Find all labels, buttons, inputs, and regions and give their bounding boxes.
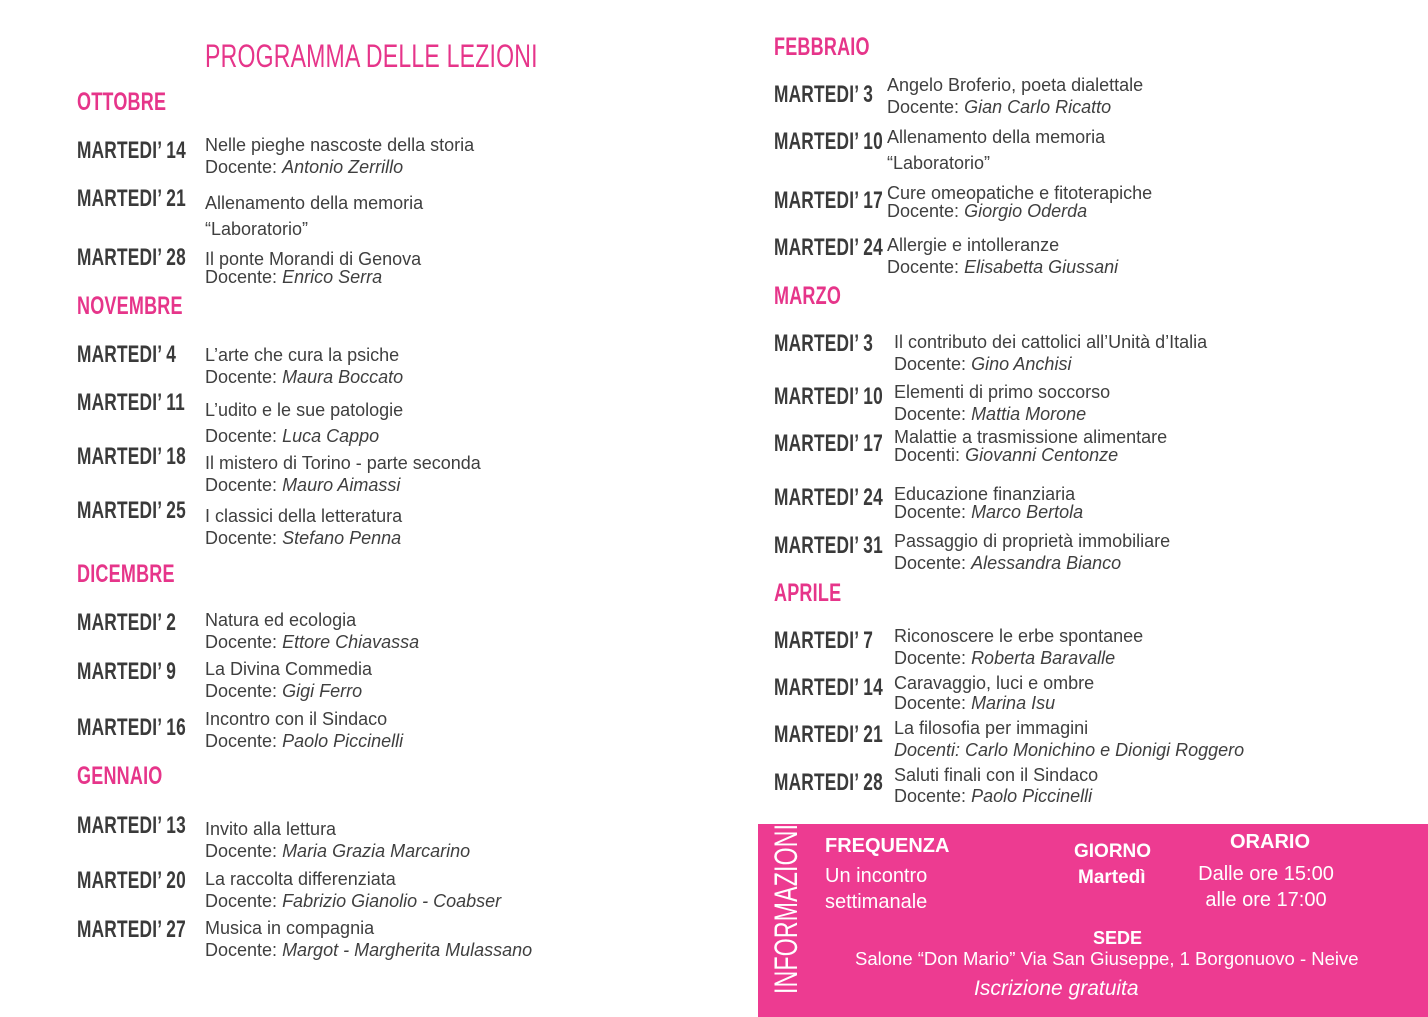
lesson-day: MARTEDI’ 28: [77, 244, 186, 271]
lesson-day: MARTEDI’ 21: [77, 185, 186, 212]
iscrizione-note: Iscrizione gratuita: [974, 977, 1139, 1000]
lesson-item: Allenamento della memoria “Laboratorio”: [205, 193, 424, 239]
lesson-day: MARTEDI’ 3: [774, 81, 874, 108]
month-heading-marzo: MARZO: [774, 282, 842, 310]
lesson-day: MARTEDI’ 20: [77, 867, 186, 894]
lesson-day: MARTEDI’ 9: [77, 658, 177, 685]
orario-value: Dalle ore 15:00 alle ore 17:00: [1198, 863, 1334, 911]
sede-label: SEDE: [1093, 928, 1143, 948]
month-heading-febbraio: FEBBRAIO: [774, 33, 870, 61]
lesson-day: MARTEDI’ 17: [774, 187, 883, 214]
lesson-item: Caravaggio, luci e ombre Docente: Marina Isu: [894, 673, 1095, 713]
lesson-item: La raccolta differenziata Docente: Fabrizio Gianolio - Coabser: [205, 869, 502, 911]
lesson-day: MARTEDI’ 24: [774, 484, 883, 511]
lesson-item: Il contributo dei cattolici all’Unità d’Italia Docente: Gino Anchisi: [894, 332, 1208, 374]
lesson-day: MARTEDI’ 13: [77, 812, 186, 839]
lesson-day: MARTEDI’ 11: [77, 389, 186, 416]
lesson-item: La filosofia per immagini Docenti: Carlo Monichino e Dionigi Roggero: [894, 718, 1245, 760]
lesson-item: Malattie a trasmissione alimentare Docenti: Giovanni Centonze: [894, 427, 1168, 465]
lesson-item: Nelle pieghe nascoste della storia Docente: Antonio Zerrillo: [205, 135, 475, 177]
lesson-item: L’arte che cura la psiche Docente: Maura Boccato: [205, 345, 404, 387]
lesson-day: MARTEDI’ 18: [77, 443, 186, 470]
lesson-item: Saluti finali con il Sindaco Docente: Paolo Piccinelli: [894, 765, 1099, 806]
lesson-day: MARTEDI’ 2: [77, 609, 177, 636]
lesson-day: MARTEDI’ 16: [77, 714, 186, 741]
giorno-value: Martedì: [1078, 867, 1146, 888]
lesson-item: Angelo Broferio, poeta dialettale Docente: Gian Carlo Ricatto: [887, 75, 1144, 117]
lesson-day: MARTEDI’ 10: [774, 383, 883, 410]
lesson-item: Cure omeopatiche e fitoterapiche Docente: Giorgio Oderda: [887, 183, 1153, 221]
lesson-item: La Divina Commedia Docente: Gigi Ferro: [205, 659, 373, 701]
lesson-day: MARTEDI’ 17: [774, 430, 883, 457]
lesson-day: MARTEDI’ 28: [774, 769, 883, 796]
giorno-label: GIORNO: [1074, 841, 1152, 862]
info-box: [758, 824, 1428, 1017]
lesson-item: Invito alla lettura Docente: Maria Grazia Marcarino: [205, 819, 471, 861]
lesson-day: MARTEDI’ 10: [774, 128, 883, 155]
orario-label: ORARIO: [1230, 831, 1310, 853]
lesson-item: Allergie e intolleranze Docente: Elisabetta Giussani: [887, 235, 1119, 277]
lesson-item: Incontro con il Sindaco Docente: Paolo Piccinelli: [205, 709, 404, 751]
month-heading-aprile: APRILE: [774, 579, 842, 607]
lesson-item: Il mistero di Torino - parte seconda Docente: Mauro Aimassi: [205, 453, 481, 495]
lesson-item: Passaggio di proprietà immobiliare Docente: Alessandra Bianco: [894, 531, 1171, 573]
lesson-day: MARTEDI’ 25: [77, 497, 186, 524]
lesson-item: Natura ed ecologia Docente: Ettore Chiavassa: [205, 610, 420, 652]
frequenza-label: FREQUENZA: [825, 835, 950, 857]
lesson-day: MARTEDI’ 14: [774, 674, 883, 701]
lesson-item: Elementi di primo soccorso Docente: Mattia Morone: [894, 382, 1111, 424]
lesson-day: MARTEDI’ 21: [774, 721, 883, 748]
lesson-item: Il ponte Morandi di Genova Docente: Enrico Serra: [205, 249, 422, 287]
lesson-day: MARTEDI’ 14: [77, 137, 186, 164]
page-title: PROGRAMMA DELLE LEZIONI: [205, 38, 538, 74]
lesson-day: MARTEDI’ 7: [774, 627, 874, 654]
month-heading-dicembre: DICEMBRE: [77, 560, 175, 588]
frequenza-value: Un incontro settimanale: [825, 865, 928, 913]
lesson-day: MARTEDI’ 3: [774, 330, 874, 357]
lesson-day: MARTEDI’ 4: [77, 341, 177, 368]
month-heading-gennaio: GENNAIO: [77, 762, 163, 790]
month-heading-ottobre: OTTOBRE: [77, 88, 167, 116]
month-heading-novembre: NOVEMBRE: [77, 292, 183, 320]
lesson-item: Riconoscere le erbe spontanee Docente: Roberta Baravalle: [894, 626, 1144, 668]
lesson-item: Educazione finanziaria Docente: Marco Bertola: [894, 484, 1084, 522]
lesson-item: I classici della letteratura Docente: Stefano Penna: [205, 506, 403, 548]
lesson-day: MARTEDI’ 24: [774, 234, 883, 261]
lesson-day: MARTEDI’ 27: [77, 916, 186, 943]
lesson-item: L’udito e le sue patologie Docente: Luca Cappo: [205, 400, 404, 446]
info-vertical-label: INFORMAZIONI: [768, 823, 804, 994]
lesson-item: Musica in compagnia Docente: Margot - Margherita Mulassano: [205, 918, 533, 960]
sede-value: Salone “Don Mario” Via San Giuseppe, 1 Borgonuovo - Neive: [855, 948, 1359, 969]
lesson-day: MARTEDI’ 31: [774, 532, 883, 559]
lesson-item: Allenamento della memoria “Laboratorio”: [887, 127, 1106, 173]
